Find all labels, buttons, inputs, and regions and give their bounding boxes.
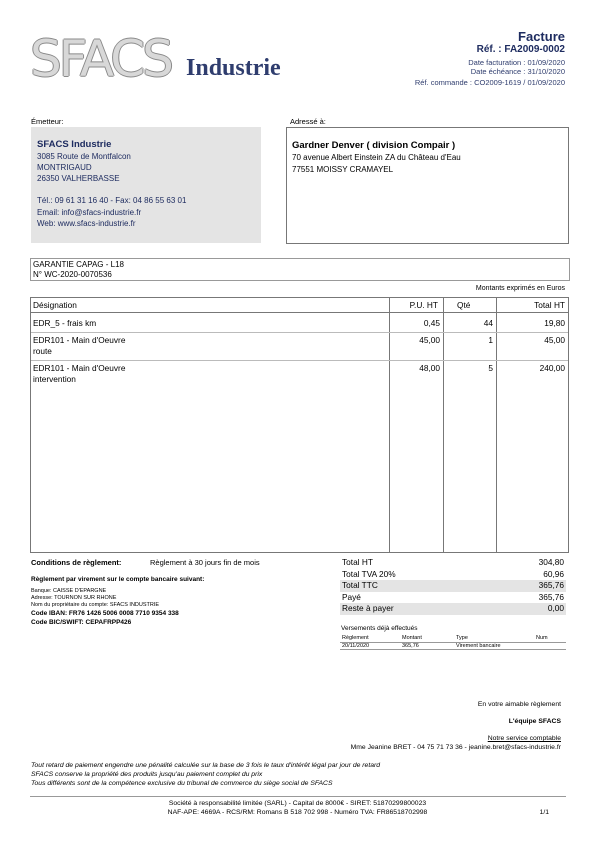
legal-line-2: SFACS conserve la propriété des produits jusqu'au paiement complet du prix	[31, 771, 263, 778]
emitter-label: Émetteur:	[31, 117, 64, 126]
closing-team: L'équipe SFACS	[508, 718, 561, 725]
table-row-qty: 5	[488, 363, 493, 373]
invoice-ref: Réf. : FA2009-0002	[476, 44, 565, 55]
currency-note: Montants exprimés en Euros	[475, 285, 565, 292]
header-pu: P.U. HT	[409, 300, 438, 310]
emitter-web[interactable]: Web: www.sfacs-industrie.fr	[37, 219, 136, 228]
total-ht-value: 304,80	[538, 557, 564, 567]
remaining-value: 0,00	[547, 603, 564, 613]
total-ht-label: Total HT	[342, 557, 373, 567]
paid-value: 365,76	[538, 591, 564, 602]
emitter-email[interactable]: Email: info@sfacs-industrie.fr	[37, 208, 142, 217]
payments-header-date: Règlement	[342, 635, 369, 641]
account-owner: Nom du propriétaire du compte: SFACS INDUSTRIE	[31, 602, 160, 608]
closing-service: Notre service comptable	[487, 735, 561, 742]
table-row-pu: 48,00	[419, 363, 440, 373]
legal-line-3: Tous différents sont de la compétence exclusive du tribunal de commerce du siège social de SFACS	[31, 780, 333, 787]
bank-name: Banque: CAISSE D'EPARGNE	[31, 588, 107, 594]
table-row-designation: EDR101 - Main d'Oeuvre	[33, 363, 126, 373]
payments-title: Versements déjà effectués	[341, 625, 418, 632]
payment-type: Virement bancaire	[456, 643, 501, 649]
payments-header-amount: Montant	[402, 635, 422, 641]
paid-row	[340, 592, 566, 604]
remaining-row	[340, 603, 566, 615]
bank-address: Adresse: TOURNON SUR RHONE	[31, 595, 117, 601]
header-designation: Désignation	[33, 300, 77, 310]
order-ref: Réf. commande : CO2009-1619 / 01/09/2020	[414, 78, 565, 87]
total-ht-row	[340, 557, 566, 569]
payments-table	[340, 635, 566, 651]
conditions-label: Conditions de règlement:	[31, 558, 122, 567]
table-row-pu: 0,45	[423, 318, 440, 328]
emitter-address-1: 3085 Route de Montfalcon	[37, 152, 131, 161]
conditions-value: Règlement à 30 jours fin de mois	[150, 558, 260, 567]
payments-header-num: Num	[536, 635, 548, 641]
bic: Code BIC/SWIFT: CEPAFRPP426	[31, 619, 132, 626]
table-row-designation-detail: route	[33, 346, 52, 356]
addressee-address-1: 70 avenue Albert Einstein ZA du Château d'Eau	[292, 153, 461, 162]
addressee-address-2: 77551 MOISSY CRAMAYEL	[292, 165, 394, 174]
footer-divider	[30, 796, 566, 797]
invoice-title: Facture	[518, 29, 565, 44]
emitter-address-2: MONTRIGAUD	[37, 163, 92, 172]
total-tva-row	[340, 569, 566, 581]
paid-label: Payé	[342, 591, 361, 602]
legal-line-1: Tout retard de paiement engendre une pénalité calculée sur la base de 3 fois le taux d'intérêt légal par jour de retard	[31, 762, 381, 769]
warranty-line-2: N° WC-2020-0070536	[33, 270, 112, 279]
addressee-box	[286, 127, 569, 244]
addressee-label: Adressé à:	[290, 117, 326, 126]
table-row-pu: 45,00	[419, 335, 440, 345]
footer-line-2: NAF-APE: 4669A - RCS/RM: Romans B 518 702 998 - Numéro TVA: FR86518702998	[167, 809, 428, 816]
company-logo-word: Industrie	[186, 55, 281, 81]
emitter-box	[31, 127, 261, 243]
table-row-qty: 1	[488, 335, 493, 345]
emitter-phone: Tél.: 09 61 31 16 40 - Fax: 04 86 55 63 01	[37, 196, 187, 205]
header-qty: Qté	[457, 300, 471, 310]
table-row-total: 19,80	[544, 318, 565, 328]
emitter-name: SFACS Industrie	[37, 139, 112, 150]
footer-line-1: Société à responsabilité limitée (SARL) - Capital de 8000€ - SIRET: 51870299800023	[168, 800, 427, 807]
payment-amount: 365,76	[402, 643, 419, 649]
invoice-date: Date facturation : 01/09/2020	[468, 58, 565, 67]
closing-greeting: En votre aimable règlement	[477, 701, 561, 708]
closing-contact: Mme Jeanine BRET - 04 75 71 73 36 - jeanine.bret@sfacs-industrie.fr	[350, 744, 561, 751]
invoice-due-date: Date échéance : 31/10/2020	[470, 67, 565, 76]
emitter-address-3: 26350 VALHERBASSE	[37, 174, 120, 183]
table-row-designation: EDR_5 - frais km	[33, 318, 97, 328]
items-table	[30, 297, 569, 553]
header-total: Total HT	[534, 300, 565, 310]
total-ttc-value: 365,76	[538, 580, 564, 590]
table-row-designation: EDR101 - Main d'Oeuvre	[33, 335, 126, 345]
warranty-box	[30, 258, 570, 281]
transfer-label: Règlement par virement sur le compte bancaire suivant:	[31, 576, 205, 583]
payment-date: 20/11/2020	[342, 643, 370, 649]
table-row-total: 240,00	[539, 363, 565, 373]
table-row-total: 45,00	[544, 335, 565, 345]
remaining-label: Reste à payer	[342, 603, 394, 613]
page-number: 1/1	[539, 809, 549, 816]
table-row-designation-detail: intervention	[33, 374, 76, 384]
iban: Code IBAN: FR76 1426 5006 0008 7710 9354 338	[31, 610, 179, 617]
table-row-qty: 44	[483, 318, 493, 328]
total-ttc-row	[340, 580, 566, 592]
total-ttc-label: Total TTC	[342, 580, 378, 590]
addressee-name: Gardner Denver ( division Compair )	[292, 140, 456, 151]
payments-header-type: Type	[456, 635, 468, 641]
total-tva-label: Total TVA 20%	[342, 568, 396, 579]
totals-box	[340, 557, 566, 615]
company-logo: SFACS	[30, 30, 171, 88]
warranty-line-1: GARANTIE CAPAG - L18	[33, 260, 124, 269]
total-tva-value: 60,96	[543, 568, 564, 579]
